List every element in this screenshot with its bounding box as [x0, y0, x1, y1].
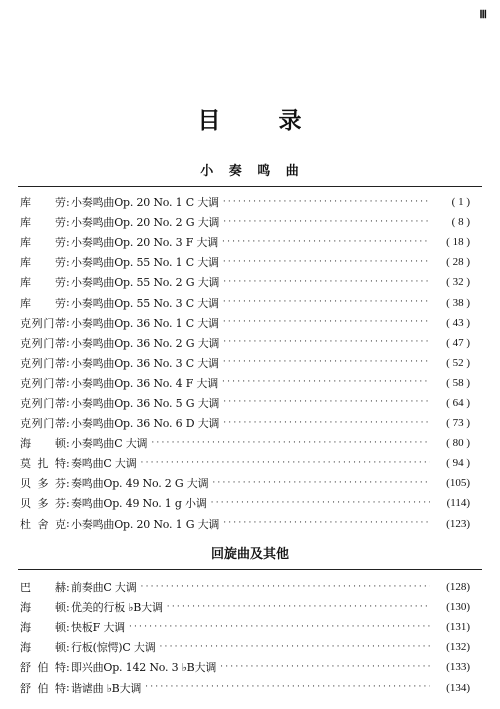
toc-page-number: (130): [446, 601, 470, 614]
toc-dot-leader: [141, 583, 430, 592]
toc-separator: :: [66, 416, 70, 430]
toc-page-number: (133): [446, 661, 470, 674]
toc-composer: 克列门蒂: [20, 356, 66, 370]
toc-dot-leader: [223, 519, 430, 528]
toc-composer: 贝多芬: [20, 477, 66, 491]
toc-entry[interactable]: [20, 433, 470, 453]
toc-separator: :: [66, 580, 70, 594]
toc-entry[interactable]: [20, 637, 470, 657]
toc-entry[interactable]: [20, 232, 470, 252]
toc-dot-leader: [212, 479, 430, 488]
toc-separator: :: [66, 640, 70, 654]
toc-composer: 库劳: [20, 256, 66, 270]
toc-dot-leader: [145, 683, 430, 692]
toc-dot-leader: [129, 623, 430, 632]
toc-dot-leader: [223, 278, 430, 287]
toc-entry[interactable]: [20, 393, 470, 413]
toc-composer: 舒伯特: [20, 681, 66, 695]
toc-page-number: ( 73 ): [446, 417, 470, 430]
toc-work-title: 小奏鸣曲Op. 36 No. 1 C 大调: [71, 316, 219, 330]
toc-work-title: 奏鸣曲C 大调: [71, 457, 137, 471]
toc-composer: 库劳: [20, 276, 66, 290]
toc-page-number: ( 47 ): [446, 336, 470, 349]
toc-work-title: 小奏鸣曲Op. 36 No. 6 D 大调: [71, 417, 220, 431]
section-divider: [18, 186, 482, 187]
toc-work-title: 小奏鸣曲Op. 20 No. 1 G 大调: [71, 517, 220, 531]
toc-composer: 舒伯特: [20, 661, 66, 675]
toc-composer: 库劳: [20, 296, 66, 310]
section-title-sonatinas: 小 奏 鸣 曲: [200, 164, 300, 179]
toc-page-number: (134): [446, 681, 470, 694]
toc-entry[interactable]: [20, 212, 470, 232]
toc-separator: :: [66, 195, 70, 209]
toc-page-number: ( 94 ): [446, 457, 470, 470]
toc-composer: 克列门蒂: [20, 417, 66, 431]
toc-separator: :: [66, 600, 70, 614]
toc-separator: :: [66, 476, 70, 490]
toc-work-title: 小奏鸣曲Op. 36 No. 4 F 大调: [71, 376, 219, 390]
toc-separator: :: [66, 376, 70, 390]
toc-separator: :: [66, 517, 70, 531]
toc-composer: 海顿: [20, 437, 66, 451]
toc-entry[interactable]: [20, 453, 470, 473]
toc-work-title: 小奏鸣曲Op. 36 No. 2 G 大调: [71, 336, 220, 350]
toc-work-title: 优美的行板 ♭B大调: [71, 601, 163, 615]
toc-work-title: 行板(惊愕)C 大调: [71, 641, 156, 655]
toc-composer: 克列门蒂: [20, 316, 66, 330]
toc-entry[interactable]: [20, 292, 470, 312]
toc-entry[interactable]: [20, 657, 470, 677]
toc-separator: :: [66, 316, 70, 330]
toc-entry[interactable]: [20, 617, 470, 637]
toc-work-title: 谐谑曲 ♭B大调: [71, 681, 142, 695]
toc-entry[interactable]: [20, 333, 470, 353]
toc-separator: :: [66, 296, 70, 310]
toc-separator: :: [66, 235, 70, 249]
toc-entry[interactable]: [20, 373, 470, 393]
toc-dot-leader: [222, 378, 430, 387]
toc-work-title: 小奏鸣曲Op. 20 No. 2 G 大调: [71, 216, 220, 230]
toc-page-number: (114): [446, 497, 470, 510]
toc-composer: 克列门蒂: [20, 396, 66, 410]
toc-composer: 克列门蒂: [20, 376, 66, 390]
toc-entry[interactable]: [20, 192, 470, 212]
toc-separator: :: [66, 215, 70, 229]
toc-dot-leader: [223, 398, 430, 407]
toc-list-sonatinas: [20, 192, 470, 534]
toc-separator: :: [66, 620, 70, 634]
toc-work-title: 小奏鸣曲Op. 20 No. 1 C 大调: [71, 196, 219, 210]
toc-dot-leader: [211, 499, 430, 508]
toc-page-number: (105): [446, 477, 470, 490]
toc-dot-leader: [222, 238, 430, 247]
toc-page-number: ( 80 ): [446, 437, 470, 450]
toc-separator: :: [66, 255, 70, 269]
toc-dot-leader: [223, 298, 430, 307]
toc-page-number: ( 38 ): [446, 296, 470, 309]
toc-entry[interactable]: [20, 272, 470, 292]
toc-dot-leader: [151, 439, 430, 448]
toc-separator: :: [66, 681, 70, 695]
toc-dot-leader: [223, 358, 430, 367]
toc-entry[interactable]: [20, 353, 470, 373]
toc-page-number: ( 58 ): [446, 376, 470, 389]
toc-entry[interactable]: [20, 597, 470, 617]
toc-separator: :: [66, 275, 70, 289]
toc-page-number: (132): [446, 641, 470, 654]
toc-separator: :: [66, 336, 70, 350]
toc-entry[interactable]: [20, 577, 470, 597]
toc-dot-leader: [223, 258, 430, 267]
toc-entry[interactable]: [20, 677, 470, 697]
toc-dot-leader: [141, 459, 430, 468]
section-divider: [18, 569, 482, 570]
toc-composer: 库劳: [20, 196, 66, 210]
toc-work-title: 小奏鸣曲Op. 20 No. 3 F 大调: [71, 236, 219, 250]
toc-entry[interactable]: [20, 493, 470, 513]
toc-entry[interactable]: [20, 252, 470, 272]
toc-separator: :: [66, 496, 70, 510]
toc-page-number: (131): [446, 621, 470, 634]
toc-composer: 海顿: [20, 601, 66, 615]
toc-entry[interactable]: [20, 413, 470, 433]
toc-dot-leader: [160, 643, 431, 652]
toc-entry[interactable]: [20, 313, 470, 333]
toc-page-number: ( 32 ): [446, 276, 470, 289]
toc-page-number: (123): [446, 517, 470, 530]
toc-composer: 莫扎特: [20, 457, 66, 471]
toc-composer: 海顿: [20, 621, 66, 635]
toc-composer: 库劳: [20, 216, 66, 230]
toc-page-number: ( 18 ): [446, 236, 470, 249]
toc-composer: 海顿: [20, 641, 66, 655]
toc-work-title: 奏鸣曲Op. 49 No. 2 G 大调: [71, 477, 209, 491]
toc-entry[interactable]: [20, 514, 470, 534]
toc-dot-leader: [223, 218, 430, 227]
toc-composer: 克列门蒂: [20, 336, 66, 350]
toc-work-title: 小奏鸣曲C 大调: [71, 437, 148, 451]
toc-separator: :: [66, 660, 70, 674]
toc-dot-leader: [220, 663, 430, 672]
toc-separator: :: [66, 396, 70, 410]
toc-work-title: 小奏鸣曲Op. 55 No. 3 C 大调: [71, 296, 219, 310]
toc-composer: 库劳: [20, 236, 66, 250]
toc-dot-leader: [167, 603, 430, 612]
toc-separator: :: [66, 456, 70, 470]
toc-work-title: 前奏曲C 大调: [71, 581, 137, 595]
toc-dot-leader: [223, 198, 430, 207]
toc-page-number: (128): [446, 581, 470, 594]
toc-dot-leader: [223, 419, 430, 428]
toc-page-number: ( 28 ): [446, 256, 470, 269]
toc-page-number: ( 8 ): [451, 216, 470, 229]
toc-work-title: 快板F 大调: [71, 621, 125, 635]
toc-entry[interactable]: [20, 473, 470, 493]
toc-page-number: ( 52 ): [446, 356, 470, 369]
toc-work-title: 小奏鸣曲Op. 36 No. 3 C 大调: [71, 356, 219, 370]
page-number: Ⅲ: [479, 9, 486, 21]
toc-work-title: 即兴曲Op. 142 No. 3 ♭B大调: [71, 661, 217, 675]
toc-list-rondos: [20, 577, 470, 698]
toc-work-title: 小奏鸣曲Op. 36 No. 5 G 大调: [71, 396, 220, 410]
toc-separator: :: [66, 356, 70, 370]
toc-work-title: 小奏鸣曲Op. 55 No. 2 G 大调: [71, 276, 220, 290]
page-title: 目 录: [197, 108, 303, 134]
toc-dot-leader: [223, 318, 430, 327]
toc-separator: :: [66, 436, 70, 450]
toc-composer: 贝多芬: [20, 497, 66, 511]
toc-composer: 杜舍克: [20, 517, 66, 531]
toc-page-number: ( 1 ): [451, 196, 470, 209]
toc-page-number: ( 43 ): [446, 316, 470, 329]
section-title-rondos: 回旋曲及其他: [210, 547, 289, 562]
toc-work-title: 小奏鸣曲Op. 55 No. 1 C 大调: [71, 256, 219, 270]
toc-page-number: ( 64 ): [446, 396, 470, 409]
toc-work-title: 奏鸣曲Op. 49 No. 1 g 小调: [71, 497, 207, 511]
toc-composer: 巴赫: [20, 581, 66, 595]
toc-dot-leader: [223, 338, 430, 347]
